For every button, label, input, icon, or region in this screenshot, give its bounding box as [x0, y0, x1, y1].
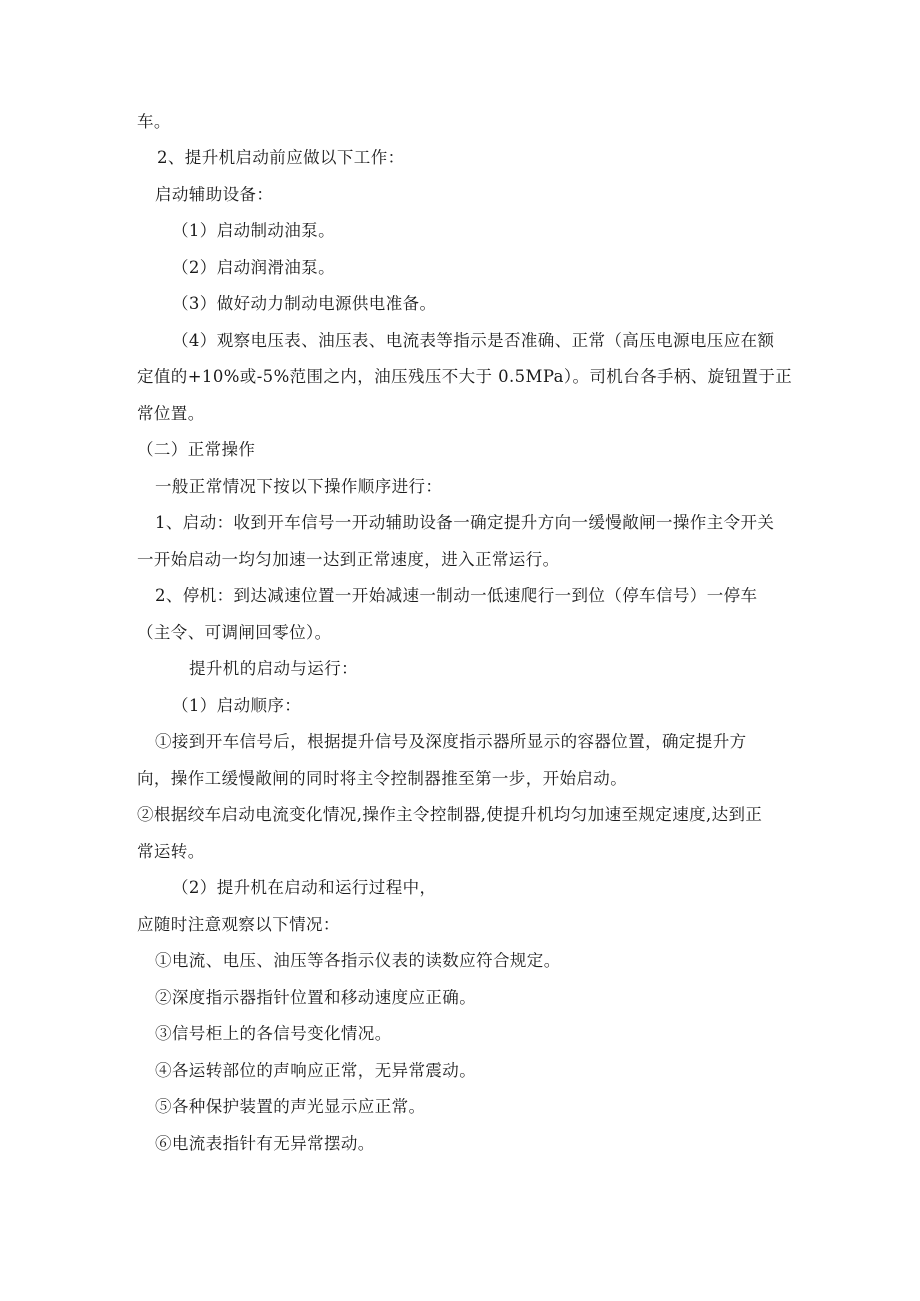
text-line: 应随时注意观察以下情况：: [137, 915, 340, 934]
text-line: 2、停机：到达减速位置一开始减速一制动一低速爬行一到位（停车信号）一停车: [155, 586, 758, 605]
text-line: 常运转。: [137, 842, 205, 861]
text-line: （1）启动顺序：: [172, 696, 302, 715]
text-line: （4）观察电压表、油压表、电流表等指示是否准确、正常（高压电源电压应在额: [172, 331, 775, 350]
text-line: ②根据绞车启动电流变化情况,操作主令控制器,使提升机均匀加速至规定速度,达到正: [137, 805, 763, 824]
text-line: ④各运转部位的声响应正常，无异常震动。: [155, 1061, 477, 1080]
text-line: 1、启动：收到开车信号一开动辅助设备一确定提升方向一缓慢敞闸一操作主令开关: [155, 513, 775, 532]
text-line: ⑥电流表指针有无异常摆动。: [155, 1134, 375, 1153]
text-line: （1）启动制动油泵。: [172, 221, 335, 240]
text-line: 常位置。: [137, 404, 205, 423]
text-line: （主令、可调闸回零位）。: [137, 623, 332, 642]
text-line: 2、提升机启动前应做以下工作：: [157, 148, 405, 167]
text-line: （2）启动润滑油泵。: [172, 258, 335, 277]
text-line: 向，操作工缓慢敞闸的同时将主令控制器推至第一步，开始启动。: [137, 769, 628, 788]
text-line: 车。: [137, 112, 171, 131]
text-line: ②深度指示器指针位置和移动速度应正确。: [155, 988, 477, 1007]
text-line: 提升机的启动与运行：: [189, 659, 358, 678]
text-line: （2）提升机在启动和运行过程中，: [172, 878, 437, 897]
text-line: 一般正常情况下按以下操作顺序进行：: [155, 477, 443, 496]
section-heading: （二）正常操作: [137, 440, 256, 459]
text-line: （3）做好动力制动电源供电准备。: [172, 294, 437, 313]
text-line: 定值的+10%或-5%范围之内，油压残压不大于 0.5MPa）。司机台各手柄、旋钮置于正: [137, 367, 793, 386]
text-line: ①接到开车信号后，根据提升信号及深度指示器所显示的容器位置，确定提升方: [155, 732, 747, 751]
text-line: ①电流、电压、油压等各指示仪表的读数应符合规定。: [155, 951, 561, 970]
text-line: 一开始启动一均匀加速一达到正常速度，进入正常运行。: [137, 550, 560, 569]
text-line: ③信号柜上的各信号变化情况。: [155, 1024, 392, 1043]
text-line: 启动辅助设备：: [155, 185, 274, 204]
text-line: ⑤各种保护装置的声光显示应正常。: [155, 1097, 426, 1116]
